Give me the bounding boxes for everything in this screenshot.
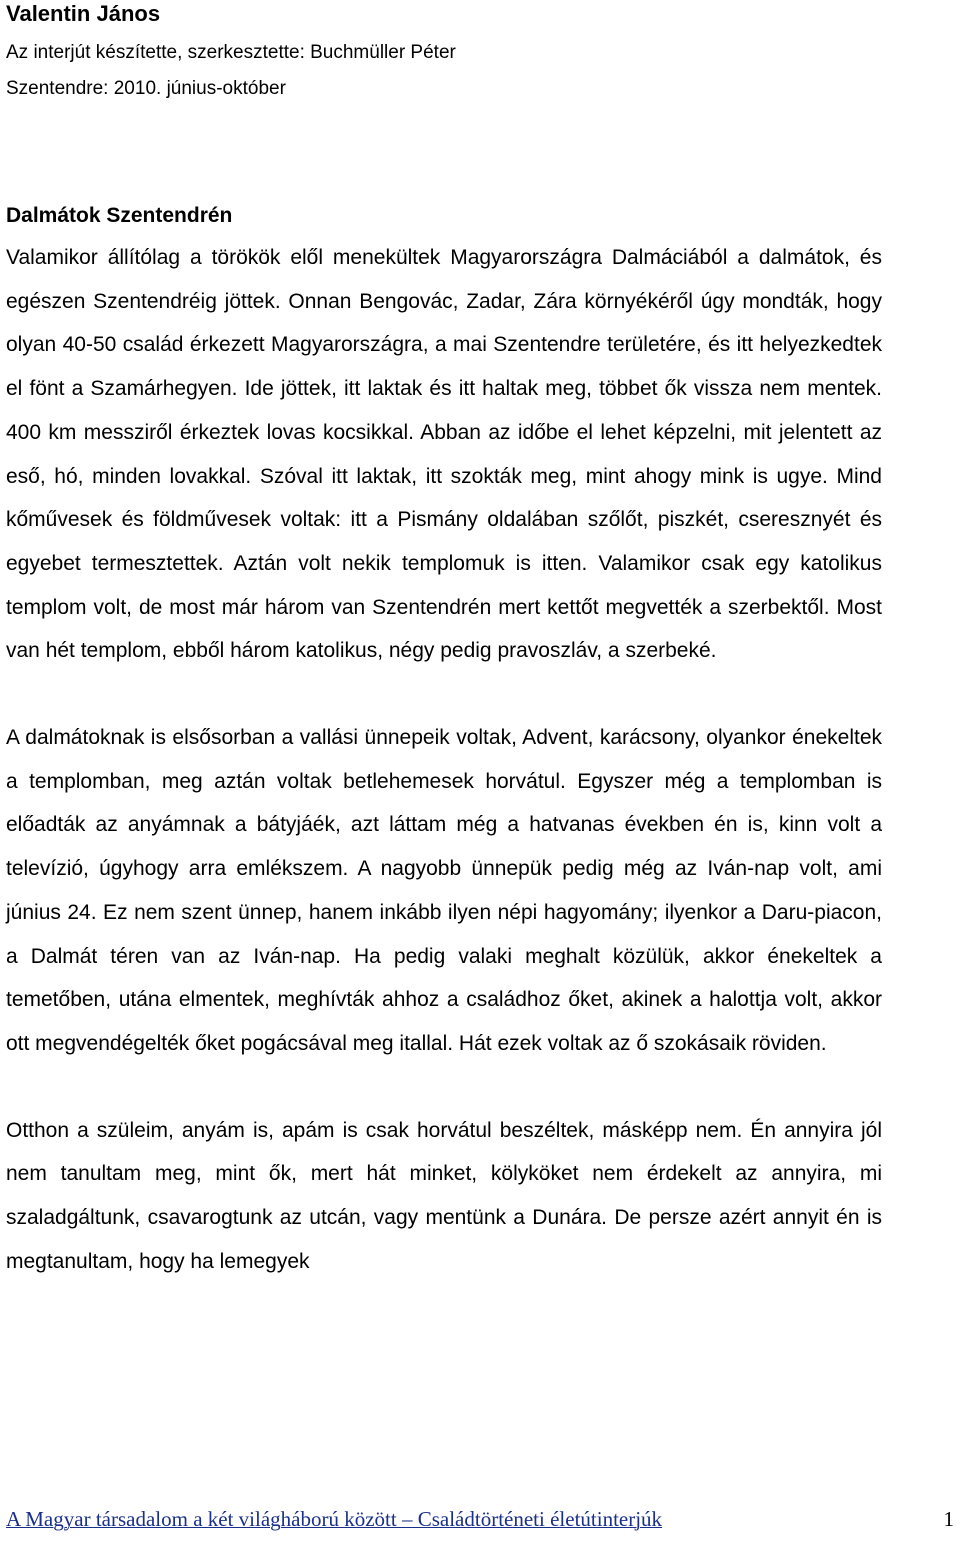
footer-series-title: A Magyar társadalom a két világháború között – Családtörténeti életútinterjúk — [6, 1507, 663, 1531]
section-heading: Dalmátok Szentendrén — [6, 204, 233, 227]
page-number: 1 — [943, 1507, 954, 1531]
paragraph: Otthon a szüleim, anyám is, apám is csak horvátul beszéltek, másképp nem. Én annyira jól nem tanultam meg, mint ők, mert hát minket, kölyköket nem érdekelt az annyira, mi szaladgáltunk, csavarogtunk az utcán, vagy mentünk a Dunára. De persze azért annyit én is megtanultam, hogy ha lemegyek — [6, 1118, 882, 1273]
document-page — [6, 0, 882, 1283]
interviewer-line: Az interjút készítette, szerkesztette: Buchmüller Péter — [6, 42, 456, 63]
interviewee-name: Valentin János — [6, 1, 161, 26]
place-date-line: Szentendre: 2010. június-október — [6, 78, 286, 99]
paragraph: Valamikor állítólag a törökök elől menekültek Magyarországra Dalmáciából a dalmátok, és egészen Szentendréig jöttek. Onnan Bengovác, Zadar, Zára környékéről úgy mondták, hogy olyan 40-50 család érkezett Magyarországra, a mai Szentendre területére, és itt helyezkedtek el fönt a Szamárhegyen. Ide jöttek, itt laktak és itt haltak meg, többet ők vissza nem mentek. 400 km messziről érkeztek lovas kocsikkal. Abban az időbe el lehet képzelni, mit jelentett az eső, hó, minden lovakkal. Szóval itt laktak, itt szokták meg, mint ahogy mink is ugye. Mind kőművesek és földművesek voltak: itt a Pismány oldalában szőlőt, piszkét, cseresznyét és egyebet termesztettek. Aztán volt nekik templomuk is itten. Valamikor csak egy katolikus templom volt, de most már három van Szentendrén mert kettőt megvették a szerbektől. Most van hét templom, ebből három katolikus, négy pedig pravoszláv, a szerbeké. — [6, 246, 882, 663]
paragraph: A dalmátoknak is elsősorban a vallási ünnepeik voltak, Advent, karácsony, olyankor énekeltek a templomban, meg aztán voltak betlehemesek horvátul. Egyszer még a templomban is előadták az anyámnak a bátyjáék, azt láttam még a hatvanas években én is, kinn volt a televízió, úgyhogy arra emlékszem. A nagyobb ünnepük pedig még az Iván-nap volt, ami június 24. Ez nem szent ünnep, hanem inkább ilyen népi hagyomány; ilyenkor a Daru-piacon, a Dalmát téren van az Iván-nap. Ha pedig valaki meghalt közülük, akkor énekeltek a temetőben, utána elmentek, meghívták ahhoz a családhoz őket, akinek a halottja volt, akkor ott megvendégelték őket pogácsával meg itallal. Hát ezek voltak az ő szokásaik röviden. — [6, 726, 882, 1055]
page-footer — [6, 1507, 954, 1533]
